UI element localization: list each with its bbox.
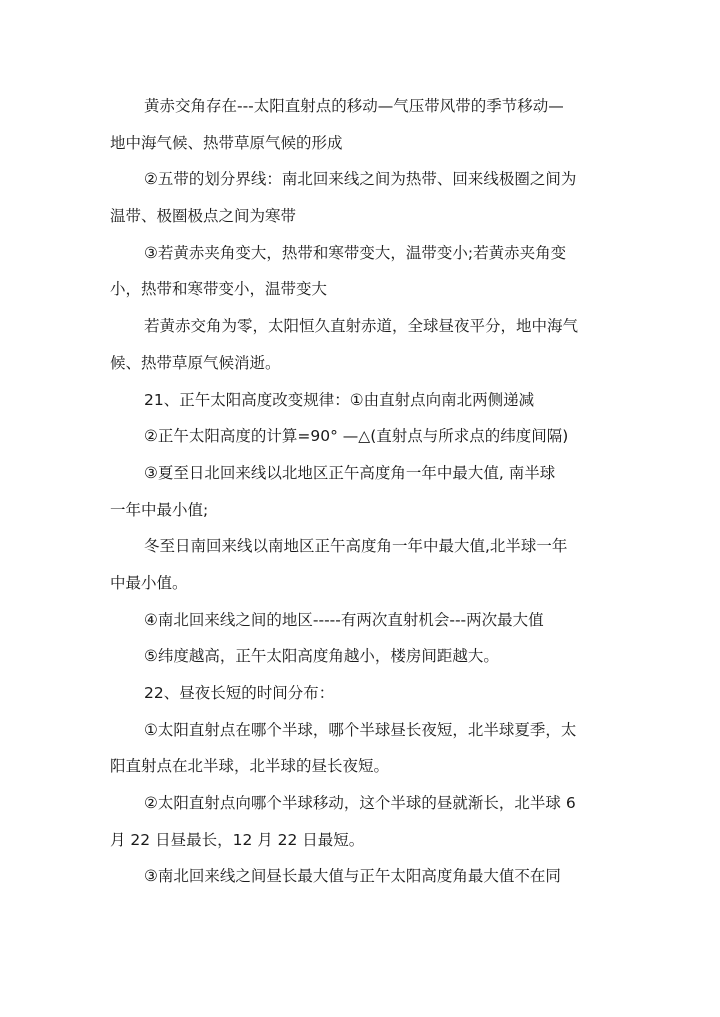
text-line: 阳直射点在北半球，北半球的昼长夜短。 [110,757,390,776]
text-line: ②正午太阳高度的计算=90° —△(直射点与所求点的纬度间隔) [144,427,569,446]
text-line: 冬至日南回来线以南地区正午高度角一年中最大值,北半球一年 [144,537,568,556]
text-line: ③南北回来线之间昼长最大值与正午太阳高度角最大值不在同 [144,867,561,886]
text-line: 地中海气候、热带草原气候的形成 [110,133,343,152]
text-line: 22、昼夜长短的时间分布： [144,684,335,702]
text-line: ②太阳直射点向哪个半球移动，这个半球的昼就渐长，北半球 6 [144,794,576,813]
text-line: 若黄赤交角为零，太阳恒久直射赤道，全球昼夜平分，地中海气 [144,317,579,336]
text-line: ③若黄赤夹角变大，热带和寒带变大，温带变小;若黄赤夹角变 [144,243,567,262]
text-line: 中最小值。 [110,573,188,592]
text-line: ②五带的划分界线：南北回来线之间为热带、回来线极圈之间为 [144,170,577,189]
document-text-body [110,88,612,895]
text-line: 黄赤交角存在---太阳直射点的移动—气压带风带的季节移动— [144,97,564,115]
text-line: 小，热带和寒带变小，温带变大 [110,280,328,299]
text-line: 21、正午太阳高度改变规律：①由直射点向南北两侧递减 [144,390,535,409]
text-line: ①太阳直射点在哪个半球，哪个半球昼长夜短，北半球夏季，太 [144,720,577,739]
text-line: ④南北回来线之间的地区-----有两次直射机会---两次最大值 [144,610,544,629]
text-line: ③夏至日北回来线以北地区正午高度角一年中最大值, 南半球 [144,463,556,482]
text-line: 温带、极圈极点之间为寒带 [110,207,297,226]
text-line: 候、热带草原气候消逝。 [110,353,281,372]
text-line: 一年中最小值; [110,500,209,519]
text-line: 月 22 日昼最长，12 月 22 日最短。 [110,830,365,849]
text-line: ⑤纬度越高，正午太阳高度角越小，楼房间距越大。 [144,647,499,666]
